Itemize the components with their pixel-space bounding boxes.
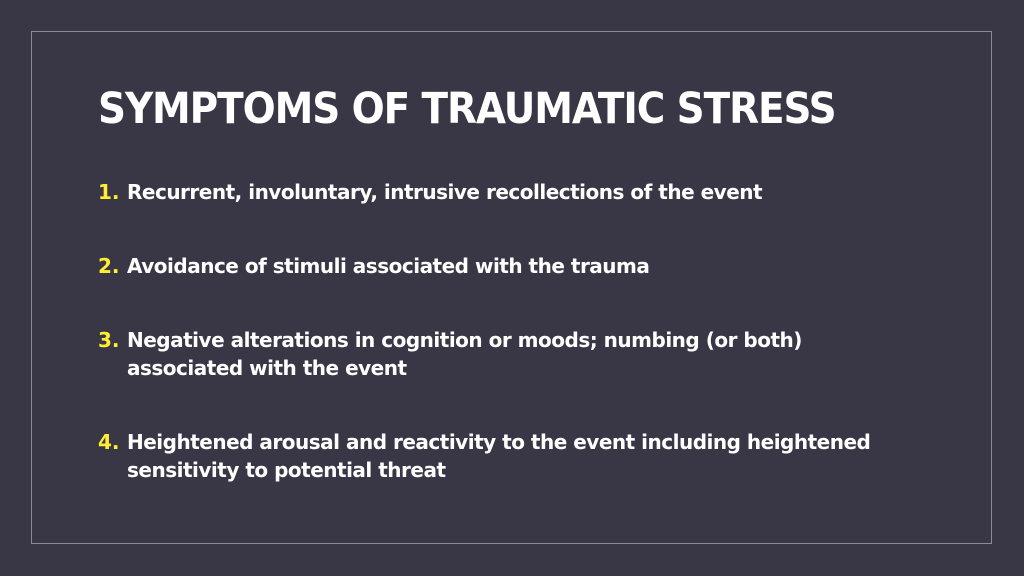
item-number: 4.	[98, 430, 120, 454]
item-number: 2.	[98, 254, 120, 278]
list-item-3	[98, 326, 908, 382]
item-text: Negative alterations in cognition or moods; numbing (or both) associated with the event	[127, 328, 802, 380]
item-text: Heightened arousal and reactivity to the event including heightened sensitivity to potential threat	[127, 430, 871, 482]
slide-title: SYMPTOMS OF TRAUMATIC STRESS	[98, 84, 836, 134]
list-item-4	[98, 428, 908, 484]
item-text: Avoidance of stimuli associated with the trauma	[127, 254, 650, 278]
item-text: Recurrent, involuntary, intrusive recollections of the event	[127, 180, 763, 204]
item-number: 1.	[98, 180, 120, 204]
list-item-2	[98, 252, 908, 280]
list-item-1	[98, 178, 908, 206]
item-number: 3.	[98, 328, 120, 352]
symptom-list	[98, 178, 908, 484]
